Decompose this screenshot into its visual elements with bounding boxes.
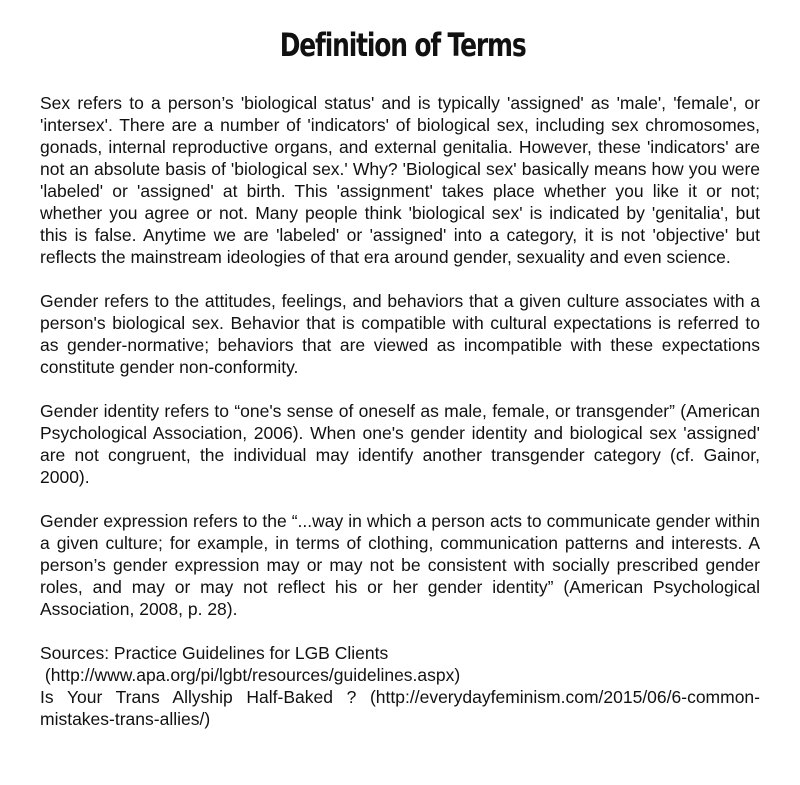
paragraph-sex-definition: Sex refers to a person’s 'biological status' and is typically 'assigned' as 'male', 'female', or 'intersex'. There are a number of 'indicators' of biological sex, including sex chromosomes, gonads, internal reproductive organs, and external genitalia. However, these 'indicators' are not an absolute basis of 'biological sex.' Why? 'Biological sex' basically means how you were 'labeled' or 'assigned' at birth. This 'assignment' takes place whether you like it or not; whether you agree or not. Many people think 'biological sex' is indicated by 'genitalia', but this is false. Anytime we are 'labeled' or 'assigned' into a category, it is not 'objective' but reflects the mainstream ideologies of that era around gender, sexuality and even science.: [40, 93, 760, 267]
document-body: [40, 92, 760, 729]
paragraph-gender-expression-definition: Gender expression refers to the “...way in which a person acts to communicate gender within a given culture; for example, in terms of clothing, communication patterns and interests. A person’s gender expression may or may not be consistent with socially prescribed gender roles, and may or may not reflect his or her gender identity” (American Psychological Association, 2008, p. 28).: [40, 511, 760, 619]
paragraph-gender-identity-definition: Gender identity refers to “one's sense of oneself as male, female, or transgender” (American Psychological Association, 2006). When one's gender identity and biological sex 'assigned' are not congruent, the individual may identify another transgender category (cf. Gainor, 2000).: [40, 401, 760, 487]
sources-line-everyday-feminism: Is Your Trans Allyship Half-Baked ? (http://everydayfeminism.com/2015/06/6-common-mistakes-trans-allies/): [40, 687, 760, 729]
page-title: Definition of Terms: [279, 26, 526, 64]
sources-section: [40, 642, 760, 729]
paragraph-gender-definition: Gender refers to the attitudes, feelings, and behaviors that a given culture associates with a person's biological sex. Behavior that is compatible with cultural expectations is referred to as gender-normative; behaviors that are viewed as incompatible with these expectations constitute gender non-conformity.: [40, 291, 760, 377]
sources-line-apa-url: (http://www.apa.org/pi/lgbt/resources/guidelines.aspx): [40, 665, 461, 685]
sources-line-apa-title: Sources: Practice Guidelines for LGB Clients: [40, 643, 389, 663]
